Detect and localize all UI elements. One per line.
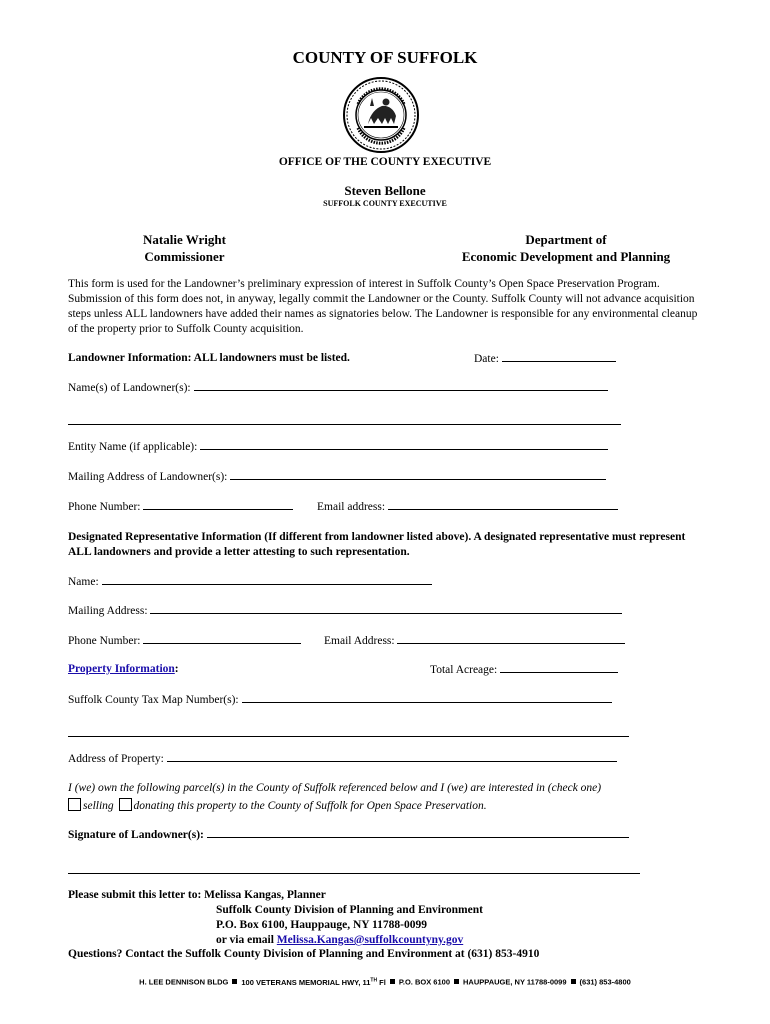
acreage-field[interactable] — [430, 663, 618, 676]
rep-email-input-line[interactable] — [397, 634, 625, 644]
footer-separator-icon — [232, 979, 237, 984]
phone-label: Phone Number: — [68, 501, 141, 513]
footer-po-box: P.O. BOX 6100 — [398, 977, 450, 987]
donating-option-label: donating this property to the County of Suffolk for Open Space Preservation. — [133, 800, 487, 812]
tax-map-extra-line[interactable] — [68, 736, 629, 737]
property-address-input-line[interactable] — [167, 752, 617, 762]
date-field[interactable] — [474, 352, 616, 365]
rep-mailing-label: Mailing Address: — [68, 605, 148, 617]
submit-email-line — [216, 934, 463, 946]
signature-extra-line[interactable] — [68, 873, 640, 874]
intro-paragraph: This form is used for the Landowner’s preliminary expression of interest in Suffolk County’s Open Space Preservation Program. Submission of this form does not, in anyway, legally commit the Landowner or the County. Suffolk County will not advance acquisition steps unless ALL landowners have added their names as signatories below. The Landowner is responsible for any environmental cleanup of the property prior to Suffolk County acquisition. — [68, 278, 698, 335]
submit-line-3: P.O. Box 6100, Hauppauge, NY 11788-0099 — [216, 919, 427, 931]
footer-city: HAUPPAUGE, NY 11788-0099 — [463, 977, 567, 987]
rep-mailing-input-line[interactable] — [150, 604, 622, 614]
footer-street — [241, 978, 385, 987]
footer-address — [0, 977, 770, 987]
executive-title: SUFFOLK COUNTY EXECUTIVE — [323, 199, 447, 208]
rep-phone-field[interactable] — [68, 634, 301, 647]
footer-building: H. LEE DENNISON BLDG — [139, 977, 229, 987]
mailing-address-label: Mailing Address of Landowner(s): — [68, 471, 228, 483]
submit-email-link[interactable]: Melissa.Kangas@suffolkcountyny.gov — [276, 934, 464, 946]
property-heading-colon: : — [174, 663, 179, 675]
signature-input-line[interactable] — [207, 828, 629, 838]
footer-separator-icon — [390, 979, 395, 984]
footer-separator-icon — [454, 979, 459, 984]
landowner-names-field[interactable] — [68, 381, 608, 394]
selling-checkbox[interactable] — [68, 798, 81, 811]
signature-field[interactable] — [68, 828, 629, 841]
date-label: Date: — [474, 353, 499, 365]
interest-options — [68, 798, 487, 812]
signature-label: Signature of Landowner(s): — [68, 829, 204, 841]
landowner-names-extra-line[interactable] — [68, 424, 621, 425]
rep-email-label: Email Address: — [324, 635, 395, 647]
interest-statement: I (we) own the following parcel(s) in the County of Suffolk referenced below and I (we) are interested in (check one) — [68, 782, 602, 794]
donating-checkbox[interactable] — [119, 798, 132, 811]
rep-name-input-line[interactable] — [102, 575, 432, 585]
questions-line: Questions? Contact the Suffolk County Division of Planning and Environment at (631) 853-4910 — [68, 948, 540, 960]
submit-line-2: Suffolk County Division of Planning and Environment — [216, 904, 483, 916]
rep-mailing-field[interactable] — [68, 604, 622, 617]
rep-phone-input-line[interactable] — [143, 634, 301, 644]
acreage-label: Total Acreage: — [430, 664, 498, 676]
property-information-link[interactable]: Property Information — [68, 663, 175, 675]
footer-phone: (631) 853-4800 — [579, 977, 631, 987]
landowner-names-label: Name(s) of Landowner(s): — [68, 382, 191, 394]
property-address-field[interactable] — [68, 752, 617, 765]
department-line-1: Department of — [525, 232, 607, 247]
rep-name-field[interactable] — [68, 575, 432, 588]
tax-map-field[interactable] — [68, 693, 612, 706]
submit-lead: Please submit this letter to: Melissa Kangas, Planner — [68, 889, 326, 901]
county-seal-icon — [342, 76, 420, 154]
tax-map-label: Suffolk County Tax Map Number(s): — [68, 694, 239, 706]
representative-heading: Designated Representative Information (If different from landowner listed above). A designated representative must represent ALL landowners and provide a letter attesting to such representation. — [68, 531, 686, 558]
rep-email-field[interactable] — [324, 634, 625, 647]
commissioner-title: Commissioner — [144, 249, 225, 264]
landowner-names-input-line[interactable] — [194, 381, 608, 391]
property-address-label: Address of Property: — [68, 753, 164, 765]
landowner-heading: Landowner Information: ALL landowners must be listed. — [68, 352, 350, 364]
entity-name-field[interactable] — [68, 440, 608, 453]
tax-map-input-line[interactable] — [242, 693, 612, 703]
commissioner-block — [143, 231, 226, 265]
email-input-line[interactable] — [388, 500, 618, 510]
department-line-2: Economic Development and Planning — [461, 249, 671, 264]
footer-street-text: 100 VETERANS MEMORIAL HWY, 11 — [241, 977, 371, 987]
email-label: Email address: — [317, 501, 386, 513]
acreage-input-line[interactable] — [500, 663, 618, 673]
footer-separator-icon — [571, 979, 576, 984]
property-heading — [68, 663, 179, 675]
county-title: COUNTY OF SUFFOLK — [292, 48, 478, 67]
executive-name: Steven Bellone — [344, 183, 426, 198]
entity-name-label: Entity Name (if applicable): — [68, 441, 198, 453]
phone-input-line[interactable] — [143, 500, 293, 510]
footer-floor: Fl — [377, 977, 386, 987]
submit-email-prefix: or via email — [216, 934, 277, 946]
mailing-address-field[interactable] — [68, 470, 606, 483]
commissioner-name: Natalie Wright — [143, 232, 226, 247]
office-heading: OFFICE OF THE COUNTY EXECUTIVE — [278, 156, 492, 168]
department-block — [455, 231, 677, 265]
rep-name-label: Name: — [68, 576, 99, 588]
date-input-line[interactable] — [502, 352, 616, 362]
email-field[interactable] — [317, 500, 618, 513]
rep-phone-label: Phone Number: — [68, 635, 141, 647]
footer-street-sup: TH — [370, 977, 378, 983]
mailing-address-input-line[interactable] — [230, 470, 606, 480]
selling-option-label: selling — [83, 800, 114, 812]
phone-field[interactable] — [68, 500, 293, 513]
entity-name-input-line[interactable] — [200, 440, 608, 450]
